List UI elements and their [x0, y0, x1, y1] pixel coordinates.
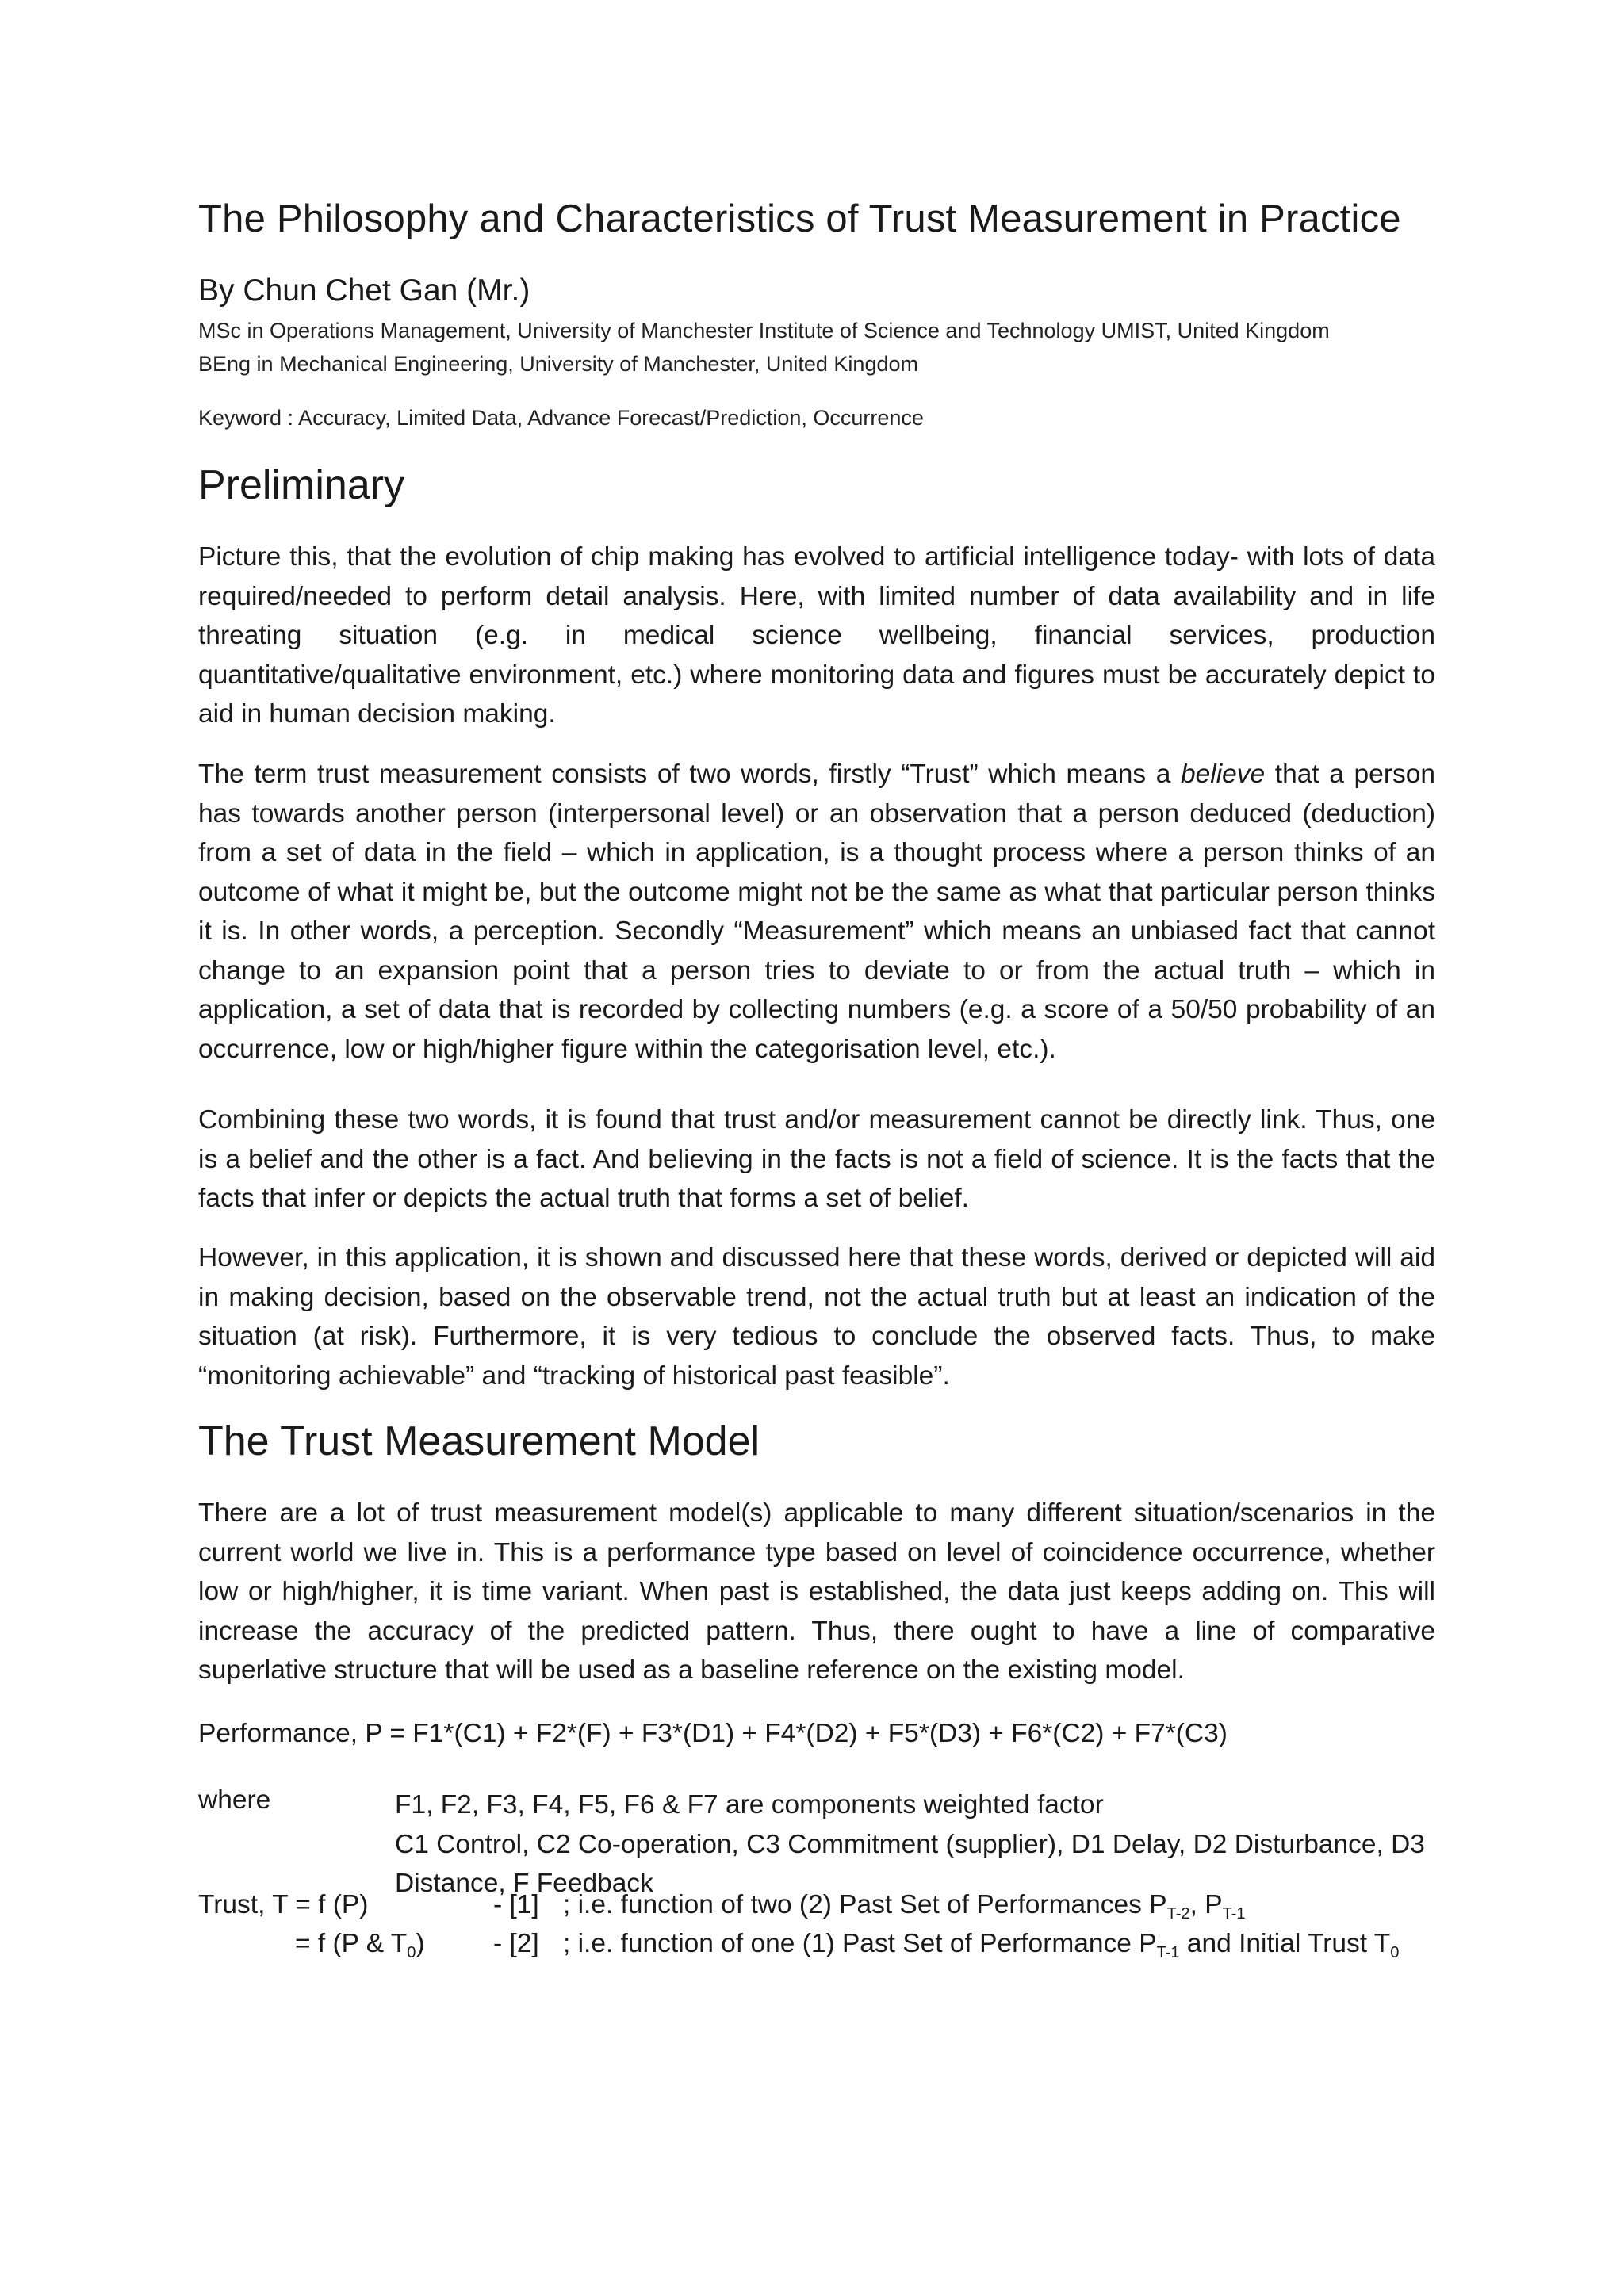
keyword-line: Keyword : Accuracy, Limited Data, Advance Forecast/Prediction, Occurrence	[198, 406, 924, 430]
section-heading-trust-model: The Trust Measurement Model	[198, 1418, 760, 1464]
document-title: The Philosophy and Characteristics of Trust Measurement in Practice	[198, 197, 1401, 240]
subscript: 0	[1390, 1944, 1400, 1962]
trust-equation-2-lhs	[295, 1929, 425, 1962]
trust-equation-1-ref: - [1]	[493, 1890, 539, 1919]
paragraph-preliminary-2	[198, 755, 1435, 1069]
section-heading-preliminary: Preliminary	[198, 462, 405, 508]
paragraph-preliminary-3: Combining these two words, it is found that trust and/or measurement cannot be directly link. Thus, one is a belief and the other is a fact. And believing in the facts is not a field of science. It is the facts that the facts that infer or depicts the actual truth that forms a set of belief.	[198, 1105, 1435, 1213]
trust-equation-1-lhs: Trust, T = f (P)	[198, 1890, 369, 1919]
performance-formula: Performance, P = F1*(C1) + F2*(F) + F3*(D1) + F4*(D2) + F5*(D3) + F6*(C2) + F7*(C3)	[198, 1719, 1228, 1748]
author-byline: By Chun Chet Gan (Mr.)	[198, 274, 530, 308]
subscript: 0	[407, 1944, 416, 1962]
equation-text: = f (P & T	[295, 1929, 408, 1958]
subscript: T-1	[1156, 1944, 1180, 1962]
where-definition-factors: F1, F2, F3, F4, F5, F6 & F7 are components weighted factor	[395, 1790, 1104, 1820]
author-credential-msc: MSc in Operations Management, University of Manchester Institute of Science and Technology UMIST, United Kingdom	[198, 319, 1330, 342]
equation-text: , P	[1189, 1890, 1223, 1919]
equation-text: and Initial Trust T	[1179, 1929, 1391, 1958]
subscript: T-1	[1222, 1905, 1246, 1923]
equation-text: ; i.e. function of one (1) Past Set of Performance P	[563, 1929, 1157, 1958]
paragraph-preliminary-1: Picture this, that the evolution of chip making has evolved to artificial intelligence today- with lots of data required/needed to perform detail analysis. Here, with limited number of data availability and in life threating situation (e.g. in medical science wellbeing, financial services, production quantitative/qualitative environment, etc.) where monitoring data and figures must be accurately depict to aid in human decision making.	[198, 542, 1435, 729]
trust-equation-2-ref: - [2]	[493, 1929, 539, 1958]
where-definitions	[395, 1785, 1442, 1904]
paragraph-preliminary-4: However, in this application, it is shown and discussed here that these words, derived or depicted will aid in making decision, based on the observable trend, not the actual truth but at least an indication of the situation (at risk). Furthermore, it is very tedious to conclude the observed facts. Thus, to make “monitoring achievable” and “tracking of historical past feasible”.	[198, 1243, 1435, 1391]
trust-equation-2-desc	[563, 1929, 1400, 1962]
where-definition-components: C1 Control, C2 Co-operation, C3 Commitment (supplier), D1 Delay, D2 Disturbance, D3 Distance, F Feedback	[395, 1829, 1425, 1898]
paragraph-model-1: There are a lot of trust measurement model(s) applicable to many different situation/scenarios in the current world we live in. This is a performance type based on level of coincidence occurrence, whether low or high/higher, it is time variant. When past is established, the data just keeps adding on. This will increase the accuracy of the predicted pattern. Thus, there ought to have a line of comparative superlative structure that will be used as a baseline reference on the existing model.	[198, 1498, 1435, 1685]
paragraph-text: The term trust measurement consists of two words, firstly “Trust” which means a	[198, 760, 1181, 789]
trust-equation-1-desc	[563, 1890, 1246, 1923]
author-credential-beng: BEng in Mechanical Engineering, University of Manchester, United Kingdom	[198, 352, 918, 376]
where-label: where	[198, 1785, 271, 1815]
subscript: T-2	[1166, 1905, 1190, 1923]
equation-text: )	[416, 1929, 425, 1958]
equation-text: ; i.e. function of two (2) Past Set of Performances P	[563, 1890, 1167, 1919]
emphasis-believe: believe	[1180, 760, 1266, 789]
paragraph-text: that a person has towards another person (interpersonal level) or an observation that a person deduced (deduction) from a set of data in the field – which in application, is a thought process where a person thinks of an outcome of what it might be, but the outcome might not be the same as what that particular person thinks it is. In other words, a perception. Secondly “Measurement” which means an unbiased fact that cannot change to an expansion point that a person tries to deviate to or from the actual truth – which in application, a set of data that is recorded by collecting numbers (e.g. a score of a 50/50 probability of an occurrence, low or high/higher figure within the categorisation level, etc.).	[198, 760, 1435, 1064]
